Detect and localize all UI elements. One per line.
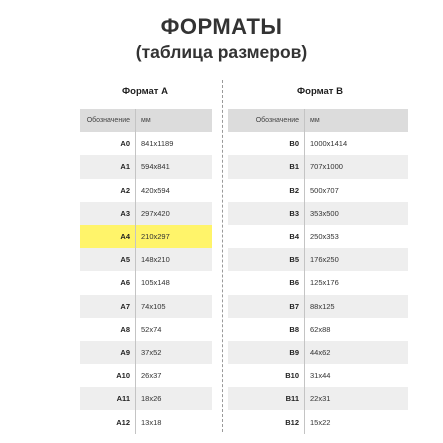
table-row [80, 271, 212, 294]
format-size: 44х62 [304, 341, 330, 364]
format-name: В4 [289, 232, 299, 242]
format-size: 62х88 [304, 318, 330, 341]
table-row [80, 364, 212, 387]
format-name: А9 [120, 347, 130, 357]
format-name: А10 [116, 371, 130, 381]
format-name: В3 [289, 208, 299, 218]
format-size: 250х353 [304, 225, 339, 248]
format-size: 18х26 [135, 387, 161, 410]
format-size: 13х18 [135, 410, 161, 433]
format-name: В8 [289, 324, 299, 334]
table-row [80, 248, 212, 271]
format-size: 37х52 [135, 341, 161, 364]
table-row [80, 318, 212, 341]
format-size: 500х707 [304, 179, 339, 202]
table-row [228, 202, 408, 225]
format-size: 22х31 [304, 387, 330, 410]
format-a-col-name: Обозначение [86, 117, 130, 125]
format-name: А1 [120, 162, 130, 172]
table-row [228, 364, 408, 387]
table-row [80, 225, 212, 248]
format-size: 420х594 [135, 179, 170, 202]
format-size: 52х74 [135, 318, 161, 341]
table-row [80, 155, 212, 178]
format-name: А4 [120, 232, 130, 242]
table-row [228, 179, 408, 202]
table-row [80, 179, 212, 202]
format-size: 594х841 [135, 155, 170, 178]
format-size: 105х148 [135, 271, 170, 294]
format-name: А11 [116, 394, 130, 404]
table-row [80, 410, 212, 433]
format-size: 148х210 [135, 248, 170, 271]
format-name: А0 [120, 139, 130, 149]
table-row [80, 202, 212, 225]
format-size: 841х1189 [135, 132, 173, 155]
format-name: А8 [120, 324, 130, 334]
table-row [228, 248, 408, 271]
format-size: 353х500 [304, 202, 339, 225]
format-name: В9 [289, 347, 299, 357]
format-size: 31х44 [304, 364, 330, 387]
format-name: В12 [285, 417, 299, 427]
table-row [228, 341, 408, 364]
table-row [228, 132, 408, 155]
table-row [228, 271, 408, 294]
table-row [80, 132, 212, 155]
format-size: 26х37 [135, 364, 161, 387]
format-a-col-size: мм [135, 109, 151, 132]
format-size: 297х420 [135, 202, 170, 225]
format-size: 210х297 [135, 225, 170, 248]
table-row [228, 225, 408, 248]
format-b-heading: Формат В [297, 86, 343, 97]
format-size: 1000х1414 [304, 132, 347, 155]
page-subtitle: (таблица размеров) [135, 42, 308, 62]
dashed-divider [222, 80, 223, 432]
format-a-header-row [80, 109, 212, 132]
format-b-header-row [228, 109, 408, 132]
format-name: В6 [289, 278, 299, 288]
format-size: 74х105 [135, 295, 166, 318]
page-title: ФОРМАТЫ [160, 14, 283, 39]
format-name: А12 [116, 417, 130, 427]
format-name: А5 [120, 255, 130, 265]
format-name: А2 [120, 185, 130, 195]
format-b-col-size: мм [304, 109, 320, 132]
format-name: А3 [120, 208, 130, 218]
format-size: 15х22 [304, 410, 330, 433]
format-a-table [80, 109, 212, 434]
format-size: 176х250 [304, 248, 339, 271]
format-name: В7 [289, 301, 299, 311]
table-row [228, 318, 408, 341]
table-row [228, 155, 408, 178]
format-name: В2 [289, 185, 299, 195]
format-b-table [228, 109, 408, 434]
format-size: 707х1000 [304, 155, 343, 178]
table-row [80, 295, 212, 318]
format-name: В1 [289, 162, 299, 172]
format-b-col-name: Обозначение [255, 117, 299, 125]
table-row [80, 387, 212, 410]
format-size: 125х176 [304, 271, 339, 294]
format-name: А6 [120, 278, 130, 288]
table-row [228, 410, 408, 433]
table-row [228, 295, 408, 318]
format-name: В0 [289, 139, 299, 149]
format-name: А7 [120, 301, 130, 311]
format-name: В11 [285, 394, 299, 404]
format-a-heading: Формат А [122, 86, 168, 97]
format-size: 88х125 [304, 295, 335, 318]
table-row [228, 387, 408, 410]
format-name: В5 [289, 255, 299, 265]
format-name: В10 [285, 371, 299, 381]
table-row [80, 341, 212, 364]
